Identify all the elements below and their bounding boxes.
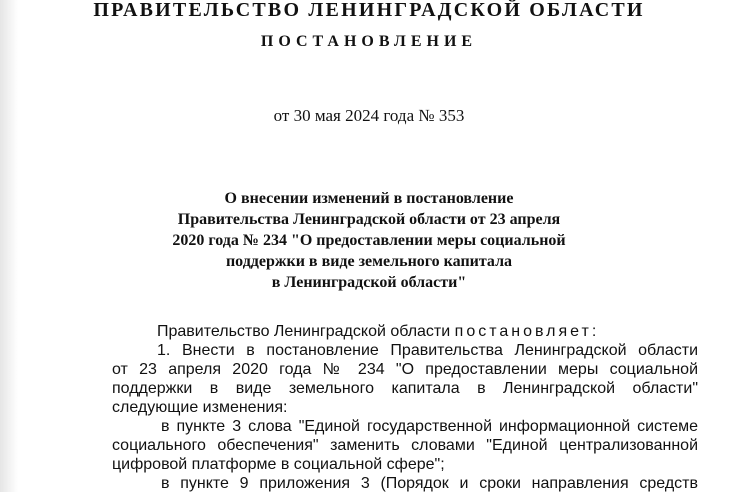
document-type: ПОСТАНОВЛЕНИЕ — [260, 33, 478, 50]
subject-line: поддержки в виде земельного капитала — [225, 253, 513, 270]
body-line: 1. Внести в постановление Правительства Ленинградской области — [157, 342, 698, 359]
body-line: в пункте 9 приложения 3 (Порядок и сроки направления средств — [161, 475, 698, 492]
document-body — [112, 322, 698, 492]
body-line: поддержки в виде земельного капитала в Ленинградской области" — [112, 380, 698, 397]
preamble-text: Правительство Ленинградской области — [157, 323, 451, 340]
document-date-number: от 30 мая 2024 года № 353 — [273, 106, 465, 125]
subject-line: Правительства Ленинградской области от 23 апреля — [177, 211, 561, 228]
body-line: цифровой платформе в социальной сфере"; — [112, 456, 445, 473]
body-line: социального обеспечения" заменить словами "Единой централизованной — [112, 437, 698, 454]
government-title: ПРАВИТЕЛЬСТВО ЛЕНИНГРАДСКОЙ ОБЛАСТИ — [93, 0, 645, 21]
body-line: от 23 апреля 2020 года № 234 "О предоставлении меры социальной — [112, 361, 698, 378]
preamble — [112, 322, 698, 341]
body-line: в пункте 3 слова "Единой государственной информационной системе — [161, 418, 698, 435]
preamble-decree-word: постановляет: — [454, 323, 600, 340]
subject-line: 2020 года № 234 "О предоставлении меры социальной — [172, 232, 566, 249]
subject-line: О внесении изменений в постановление — [224, 190, 514, 207]
document-subject — [0, 188, 738, 293]
subject-line: в Ленинградской области" — [271, 274, 467, 291]
body-line: следующие изменения: — [112, 399, 288, 416]
